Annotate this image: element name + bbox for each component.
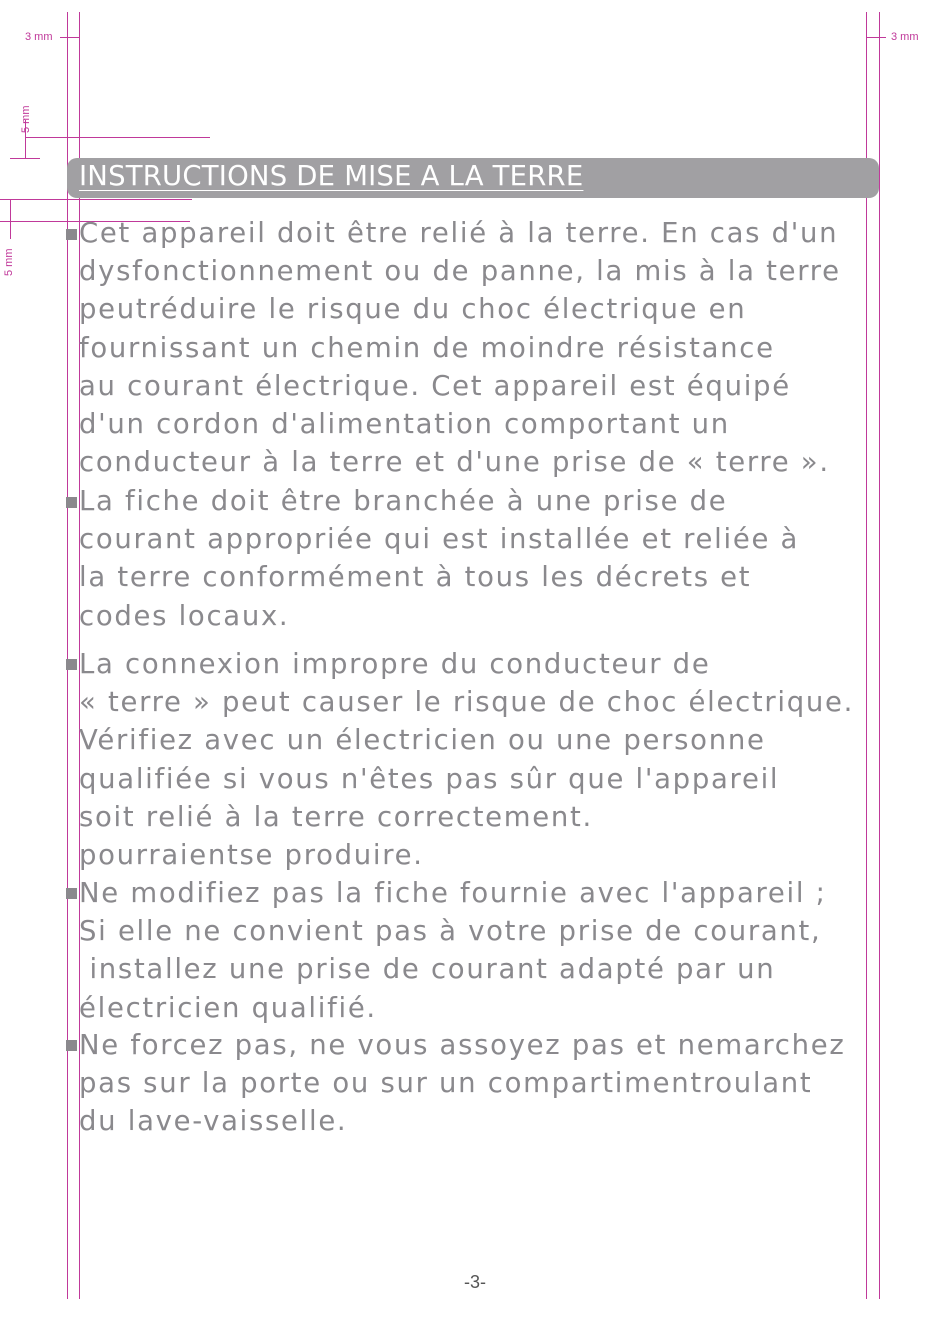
text-line: au courant électrique. Cet appareil est équipé <box>79 369 791 402</box>
text-line: Cet appareil doit être relié à la terre. En cas d'un <box>79 217 839 249</box>
paragraph-improper-connection <box>79 645 919 874</box>
guide-line-top-margin <box>25 137 210 138</box>
crop-label-top-left: 3 mm <box>25 31 53 43</box>
bullet-square-icon <box>66 659 77 670</box>
bullet-square-icon <box>66 1040 77 1051</box>
text-line: Ne modifiez pas la fiche fournie avec l'appareil ; <box>79 877 827 909</box>
text-line: pourraientse produire. <box>79 839 424 872</box>
text-line: qualifiée si vous n'êtes pas sûr que l'appareil <box>79 762 780 795</box>
crop-label-top-right: 3 mm <box>891 31 919 43</box>
text-line: courant appropriée qui est installée et reliée à <box>79 523 800 556</box>
text-line: « terre » peut causer le risque de choc électrique. <box>79 686 855 719</box>
section-title: INSTRUCTIONS DE MISE A LA TERRE <box>79 160 584 192</box>
guide-line-title-top <box>0 199 192 200</box>
text-line: la terre conformément à tous les décrets et <box>79 561 752 594</box>
text-line: peutréduire le risque du choc électrique en <box>79 293 747 326</box>
bullet-square-icon <box>66 497 77 508</box>
text-line: codes locaux. <box>79 599 290 632</box>
bullet-square-icon <box>66 888 77 899</box>
text-line: Vérifiez avec un électricien ou une personne <box>79 724 766 757</box>
paragraph-plug-outlet <box>79 482 919 635</box>
text-line: Ne forcez pas, ne vous assoyez pas et nemarchez <box>79 1029 846 1061</box>
text-line: électricien qualifié. <box>79 991 377 1024</box>
text-line: du lave-vaisselle. <box>79 1105 348 1138</box>
page-number: -3- <box>464 1272 486 1292</box>
crop-label-vertical-1: 5 mm <box>20 105 32 133</box>
bullet-square-icon <box>66 229 77 240</box>
text-line: La connexion impropre du conducteur de <box>79 648 711 680</box>
paragraph-do-not-modify-plug <box>79 874 919 1027</box>
crop-tick-top-left <box>60 37 79 38</box>
text-line: La fiche doit être branchée à une prise de <box>79 485 728 517</box>
text-line: conducteur à la terre et d'une prise de « terre ». <box>79 446 830 479</box>
crop-label-vertical-2: 5 mm <box>3 248 15 276</box>
crop-tick-top-right <box>866 37 886 38</box>
text-line: d'un cordon d'alimentation comportant un <box>79 408 730 441</box>
paragraph-grounding-intro <box>79 214 919 481</box>
text-line: pas sur la porte ou sur un compartimentroulant <box>79 1067 813 1100</box>
guide-tick-5mm-v2 <box>10 199 11 239</box>
text-line: dysfonctionnement ou de panne, la mis à la terre <box>79 255 841 288</box>
text-line: installez une prise de courant adapté par un <box>79 953 776 986</box>
text-line: fournissant un chemin de moindre résistance <box>79 331 775 364</box>
text-line: soit relié à la terre correctement. <box>79 800 593 833</box>
paragraph-door-warning <box>79 1026 919 1141</box>
text-line: Si elle ne convient pas à votre prise de courant, <box>79 915 822 948</box>
guide-tick-5mm-a <box>10 158 40 159</box>
crop-line-left-outer <box>67 12 68 1299</box>
